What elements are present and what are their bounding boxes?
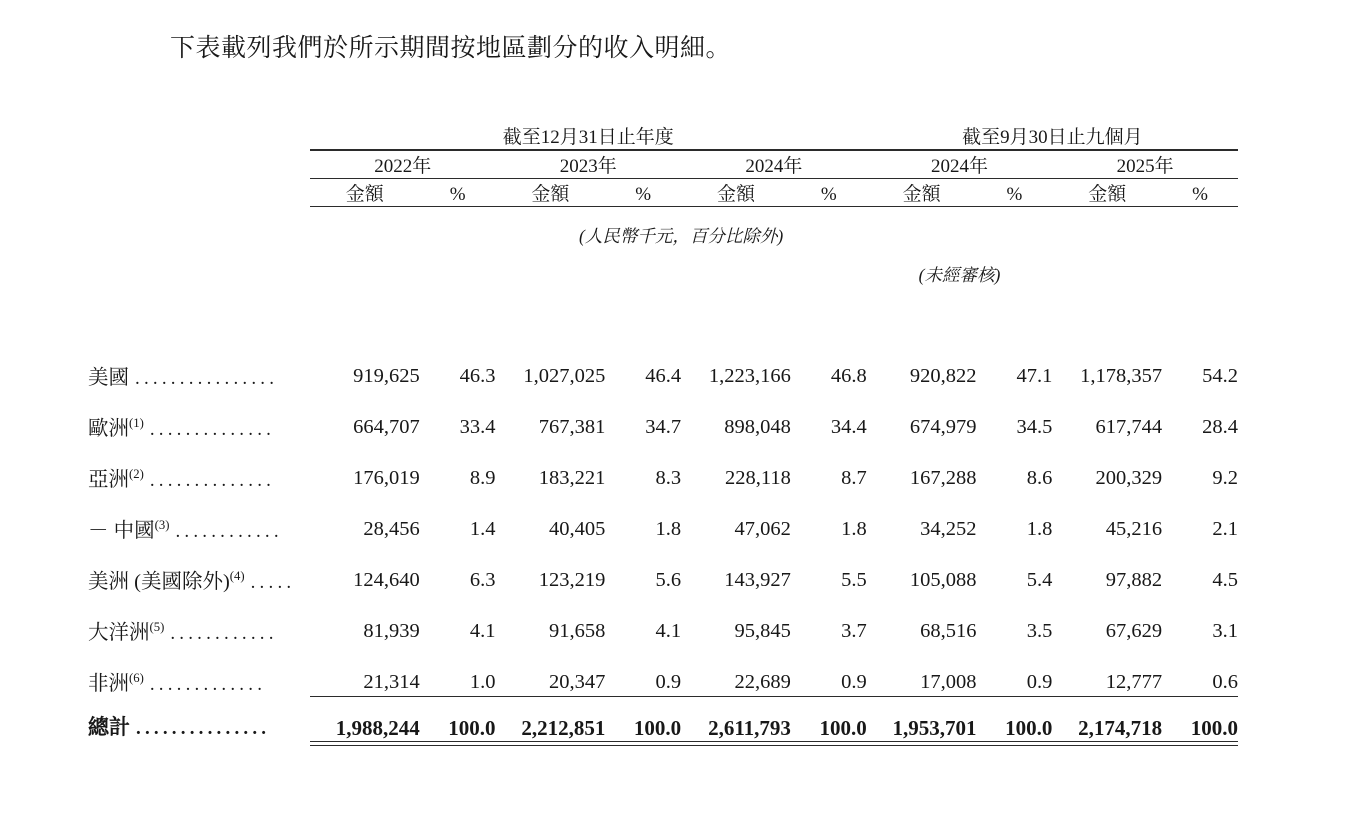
cell-amount: 21,314 <box>363 671 420 693</box>
cell-amount: 81,939 <box>363 620 420 642</box>
spacer-cell <box>88 287 1238 339</box>
cell-percent: 9.2 <box>1212 467 1238 489</box>
col-header-percent-2025-9m: % <box>1162 179 1238 207</box>
year-header-row <box>88 150 1238 179</box>
dot-leader: .............. <box>149 419 276 440</box>
dot-leader: .............. <box>149 470 276 491</box>
cell-percent: 34.5 <box>1016 416 1053 438</box>
cell-amount: 20,347 <box>548 671 606 693</box>
dot-leader: ............... <box>136 718 271 739</box>
total-double-rule <box>867 741 977 746</box>
cell-percent: 0.6 <box>1212 671 1238 693</box>
cell-percent: 8.6 <box>1026 467 1053 489</box>
total-double-rule <box>681 741 791 746</box>
cell-percent: 8.3 <box>655 467 682 489</box>
table-row <box>88 594 1238 645</box>
column-header-row <box>88 179 1238 207</box>
cell-amount: 2,611,793 <box>708 716 791 740</box>
cell-amount: 767,381 <box>538 416 606 438</box>
cell-percent: 6.3 <box>469 569 496 591</box>
cell-percent: 3.1 <box>1212 620 1238 642</box>
col-header-amount-2024-9m: 金額 <box>867 179 977 207</box>
col-header-amount-2022: 金額 <box>310 179 420 207</box>
total-double-rule <box>1162 741 1238 746</box>
cell-percent: 46.4 <box>645 365 682 387</box>
col-header-percent-2024-9m: % <box>977 179 1053 207</box>
total-double-rule <box>420 741 496 746</box>
col-header-amount-2023: 金額 <box>496 179 606 207</box>
empty-cell <box>310 207 496 249</box>
year-header-2025-nine-months: 2025年 <box>1052 150 1238 179</box>
empty-cell <box>88 248 310 287</box>
cell-amount: 1,027,025 <box>523 365 606 387</box>
cell-amount: 68,516 <box>920 620 977 642</box>
total-double-rule <box>791 741 867 746</box>
cell-amount: 124,640 <box>353 569 420 591</box>
cell-amount: 95,845 <box>734 620 791 642</box>
cell-percent: 33.4 <box>459 416 496 438</box>
table-row <box>88 492 1238 543</box>
dot-leader: ................ <box>135 368 279 389</box>
cell-percent: 54.2 <box>1202 365 1238 387</box>
cell-amount: 34,252 <box>920 518 977 540</box>
cell-percent: 2.1 <box>1212 518 1238 540</box>
total-double-rule <box>310 741 420 746</box>
total-double-rule-row <box>88 741 1238 746</box>
intro-paragraph: 下表載列我們於所示期間按地區劃分的收入明細。 <box>170 35 732 62</box>
row-label-text: 亞洲 <box>88 469 129 491</box>
cell-percent: 100.0 <box>448 716 496 740</box>
cell-percent: 34.4 <box>830 416 867 438</box>
row-footnote: (4) <box>229 569 245 584</box>
row-footnote: (2) <box>129 467 144 482</box>
col-header-percent-2022: % <box>420 179 496 207</box>
col-header-percent-2024: % <box>791 179 867 207</box>
cell-amount: 200,329 <box>1095 467 1163 489</box>
year-header-2022: 2022年 <box>310 150 496 179</box>
cell-percent: 100.0 <box>633 716 682 740</box>
unit-note-row <box>88 207 1238 249</box>
cell-percent: 0.9 <box>655 671 682 693</box>
cell-percent: 34.7 <box>645 416 682 438</box>
cell-amount: 47,062 <box>734 518 791 540</box>
total-double-rule <box>605 741 681 746</box>
cell-percent: 46.8 <box>830 365 867 387</box>
row-footnote: (5) <box>149 620 165 635</box>
total-double-rule <box>1052 741 1162 746</box>
row-label-africa <box>88 645 310 696</box>
cell-amount: 920,822 <box>909 365 977 387</box>
table-row <box>88 543 1238 594</box>
year-header-2024-annual: 2024年 <box>681 150 867 179</box>
cell-percent: 5.6 <box>655 569 682 591</box>
row-label-europe <box>88 390 310 441</box>
row-footnote: (1) <box>129 416 144 431</box>
cell-percent: 5.5 <box>841 569 867 591</box>
year-header-2024-nine-months: 2024年 <box>867 150 1053 179</box>
empty-cell <box>310 248 867 287</box>
unaudited-note-row <box>88 248 1238 287</box>
unaudited-note: (未經審核) <box>918 265 1001 285</box>
cell-percent: 1.4 <box>469 518 496 540</box>
row-label-text: 歐洲 <box>88 418 129 440</box>
cell-amount: 1,223,166 <box>708 365 791 387</box>
table-row <box>88 339 1238 390</box>
empty-corner <box>88 122 310 150</box>
cell-amount: 167,288 <box>909 467 977 489</box>
cell-amount: 183,221 <box>538 467 606 489</box>
group-header-nine-months: 截至9月30日止九個月 <box>867 122 1238 150</box>
empty-cell <box>88 179 310 207</box>
cell-amount: 617,744 <box>1095 416 1163 438</box>
row-label-text: 美洲 (美國除外) <box>88 571 230 593</box>
cell-amount: 1,988,244 <box>335 716 420 740</box>
col-header-percent-2023: % <box>605 179 681 207</box>
col-header-amount-2024: 金額 <box>681 179 791 207</box>
cell-percent: 100.0 <box>1005 716 1053 740</box>
total-double-rule <box>496 741 606 746</box>
row-label-text: 非洲 <box>88 673 129 695</box>
cell-percent: 100.0 <box>1190 716 1238 740</box>
year-header-2023: 2023年 <box>496 150 682 179</box>
dot-leader: ............ <box>170 623 278 644</box>
row-label-text: 大洋洲 <box>88 622 150 644</box>
unit-note: (人民幣千元，百分比除外) <box>579 226 784 246</box>
table-row <box>88 390 1238 441</box>
row-label-china <box>88 492 310 543</box>
row-footnote: (3) <box>154 518 170 533</box>
cell-amount: 17,008 <box>920 671 977 693</box>
cell-amount: 12,777 <box>1105 671 1163 693</box>
dot-leader: ............ <box>175 521 283 542</box>
row-label-text: 美國 <box>88 367 129 389</box>
cell-percent: 47.1 <box>1016 365 1053 387</box>
cell-amount: 91,658 <box>548 620 606 642</box>
cell-amount: 1,953,701 <box>892 716 977 740</box>
col-header-amount-2025-9m: 金額 <box>1052 179 1162 207</box>
empty-cell <box>88 207 310 249</box>
row-label-text: 總計 <box>88 715 130 739</box>
cell-percent: 46.3 <box>459 365 496 387</box>
cell-amount: 919,625 <box>353 365 420 387</box>
cell-amount: 1,178,357 <box>1080 365 1163 387</box>
cell-amount: 105,088 <box>909 569 977 591</box>
empty-cell <box>1052 248 1238 287</box>
cell-percent: 0.9 <box>1026 671 1053 693</box>
dot-leader: ............. <box>149 674 267 695</box>
cell-amount: 67,629 <box>1105 620 1163 642</box>
cell-percent: 0.9 <box>841 671 867 693</box>
cell-percent: 8.9 <box>469 467 496 489</box>
total-double-rule <box>977 741 1053 746</box>
revenue-by-region-table <box>88 122 1238 746</box>
cell-percent: 3.5 <box>1026 620 1053 642</box>
cell-amount: 2,174,718 <box>1078 716 1163 740</box>
cell-amount: 674,979 <box>909 416 977 438</box>
empty-cell <box>88 150 310 179</box>
cell-percent: 8.7 <box>841 467 867 489</box>
cell-percent: 100.0 <box>819 716 867 740</box>
cell-amount: 28,456 <box>363 518 420 540</box>
table-row <box>88 645 1238 696</box>
row-footnote: (6) <box>129 671 144 686</box>
cell-amount: 123,219 <box>538 569 606 591</box>
cell-percent: 1.8 <box>841 518 867 540</box>
group-header-row <box>88 122 1238 150</box>
row-label-total <box>88 697 310 741</box>
cell-amount: 898,048 <box>724 416 791 438</box>
cell-percent: 1.8 <box>1026 518 1053 540</box>
cell-percent: 5.4 <box>1026 569 1053 591</box>
cell-percent: 28.4 <box>1202 416 1238 438</box>
row-label-americas-excl-us <box>88 543 310 594</box>
empty-cell <box>867 207 1238 249</box>
cell-percent: 4.1 <box>469 620 496 642</box>
cell-amount: 97,882 <box>1105 569 1163 591</box>
cell-percent: 1.0 <box>469 671 496 693</box>
cell-percent: 1.8 <box>655 518 682 540</box>
row-label-asia <box>88 441 310 492</box>
total-row <box>88 697 1238 741</box>
cell-amount: 40,405 <box>548 518 606 540</box>
cell-percent: 3.7 <box>841 620 867 642</box>
cell-amount: 143,927 <box>724 569 791 591</box>
cell-amount: 664,707 <box>353 416 420 438</box>
cell-percent: 4.5 <box>1212 569 1238 591</box>
cell-percent: 4.1 <box>655 620 682 642</box>
row-label-text: － 中國 <box>88 520 155 542</box>
dot-leader: ..... <box>250 572 296 593</box>
row-label-us <box>88 339 310 390</box>
cell-amount: 176,019 <box>353 467 420 489</box>
row-label-oceania <box>88 594 310 645</box>
spacer-row <box>88 287 1238 339</box>
cell-amount: 228,118 <box>725 467 791 489</box>
group-header-annual: 截至12月31日止年度 <box>310 122 867 150</box>
cell-amount: 22,689 <box>734 671 791 693</box>
table-row <box>88 441 1238 492</box>
empty-cell <box>88 741 310 746</box>
cell-amount: 45,216 <box>1105 518 1163 540</box>
cell-amount: 2,212,851 <box>521 716 606 740</box>
